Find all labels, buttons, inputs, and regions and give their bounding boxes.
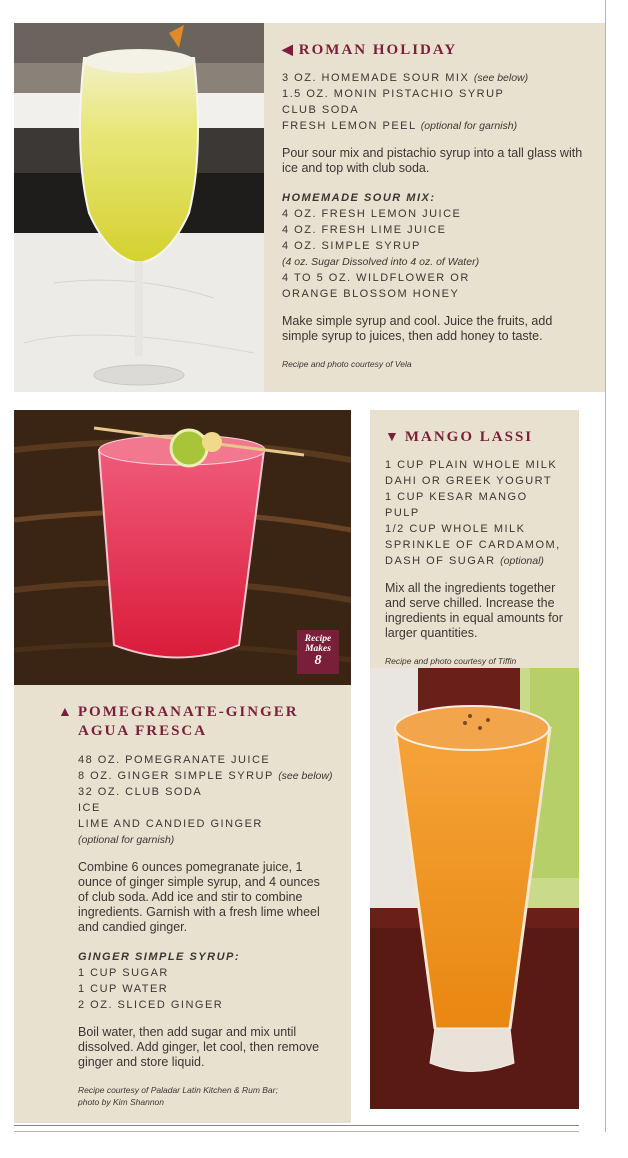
- mango-lassi-ingredients: [385, 457, 565, 569]
- ingredient-line: 1/2 CUP WHOLE MILK: [385, 523, 526, 535]
- ingredient-line: 1 CUP SUGAR: [78, 967, 169, 979]
- mango-lassi-credit: Recipe and photo courtesy of Tiffin: [385, 656, 517, 666]
- bottom-rule: [14, 1131, 579, 1132]
- arrow-down-icon: ▼: [385, 430, 401, 445]
- pomegranate-title-line2: AGUA FRESCA: [78, 723, 208, 739]
- ingredient-note: (4 oz. Sugar Dissolved into 4 oz. of Water): [282, 256, 480, 268]
- ingredient-line: 4 OZ. SIMPLE SYRUP: [282, 240, 421, 252]
- ingredient-line: 4 OZ. FRESH LIME JUICE: [282, 224, 447, 236]
- arrow-up-icon: ▲: [58, 705, 74, 720]
- ingredient-line: 1 CUP PLAIN WHOLE MILK: [385, 459, 558, 471]
- mango-lassi-photo: [370, 668, 579, 1109]
- ingredient-line: 1.5 OZ. MONIN PISTACHIO SYRUP: [282, 88, 505, 100]
- mango-lassi-title: ▼ MANGO LASSI: [385, 429, 534, 445]
- ingredient-line: ORANGE BLOSSOM HONEY: [282, 288, 460, 300]
- roman-holiday-credit: Recipe and photo courtesy of Vela: [282, 359, 412, 369]
- ingredient-note: (optional for garnish): [78, 834, 175, 846]
- ingredient-line: ICE: [78, 802, 101, 814]
- ingredient-line: 2 OZ. SLICED GINGER: [78, 999, 224, 1011]
- pomegranate-ingredients: [78, 752, 333, 848]
- sour-mix-ingredients: [282, 206, 587, 302]
- ingredient-line: 3 OZ. HOMEMADE SOUR MIX (see below): [282, 72, 529, 84]
- ingredient-line: DASH OF SUGAR (optional): [385, 555, 544, 567]
- credit-line: photo by Kim Shannon: [78, 1097, 165, 1107]
- ginger-syrup-heading: GINGER SIMPLE SYRUP:: [78, 951, 241, 963]
- badge-line: Makes: [305, 644, 331, 654]
- sour-mix-directions: Make simple syrup and cool. Juice the fruits, add simple syrup to juices, then add honey to taste.: [282, 314, 553, 343]
- badge-line: Recipe: [304, 634, 332, 644]
- roman-holiday-photo: [14, 23, 264, 392]
- pomegranate-title: ▲ POMEGRANATE-GINGER: [58, 704, 299, 720]
- credit-line: Recipe courtesy of Paladar Latin Kitchen & Rum Bar;: [78, 1085, 278, 1095]
- mango-lassi-panel: [370, 410, 579, 668]
- ingredient-line: 32 OZ. CLUB SODA: [78, 786, 203, 798]
- ingredient-line: 8 OZ. GINGER SIMPLE SYRUP (see below): [78, 770, 333, 782]
- sour-mix-heading: HOMEMADE SOUR MIX:: [282, 192, 436, 204]
- ingredient-line: LIME AND CANDIED GINGER: [78, 818, 263, 830]
- ingredient-line: DAHI OR GREEK YOGURT: [385, 475, 553, 487]
- recipe-makes-badge: [297, 630, 339, 674]
- roman-holiday-panel: [264, 23, 605, 392]
- ingredient-line: 4 OZ. FRESH LEMON JUICE: [282, 208, 462, 220]
- arrow-left-icon: ◀: [282, 43, 295, 58]
- ingredient-line: FRESH LEMON PEEL (optional for garnish): [282, 120, 518, 132]
- ginger-syrup-ingredients: [78, 965, 333, 1013]
- ingredient-line: 1 CUP WATER: [78, 983, 169, 995]
- page-edge-rule: [605, 0, 606, 1132]
- pomegranate-panel: [14, 685, 351, 1123]
- mango-lassi-directions: Mix all the ingredients together and serve chilled. Increase the ingredients in equal amounts for larger quantities.: [385, 581, 563, 640]
- ingredient-line: 4 TO 5 OZ. WILDFLOWER OR: [282, 272, 470, 284]
- roman-holiday-ingredients: [282, 70, 587, 134]
- roman-holiday-directions: Pour sour mix and pistachio syrup into a tall glass with ice and top with club soda.: [282, 146, 583, 175]
- pomegranate-directions: Combine 6 ounces pomegranate juice, 1 ounce of ginger simple syrup, and 4 ounces of club soda. Add ice and stir to combine ingredients. Garnish with a fresh lime wheel and candied ginger.: [78, 860, 320, 934]
- bottom-rule: [14, 1125, 579, 1126]
- ingredient-line: SPRINKLE OF CARDAMOM,: [385, 539, 561, 551]
- roman-holiday-title: ◀ ROMAN HOLIDAY: [282, 42, 458, 58]
- ingredient-line: 1 CUP KESAR MANGO PULP: [385, 491, 528, 519]
- pomegranate-credit: [78, 1084, 333, 1108]
- badge-number: 8: [314, 653, 322, 668]
- ingredient-line: 48 OZ. POMEGRANATE JUICE: [78, 754, 271, 766]
- ginger-syrup-directions: Boil water, then add sugar and mix until dissolved. Add ginger, let cool, then remove ginger and store liquid.: [78, 1025, 320, 1069]
- ingredient-line: CLUB SODA: [282, 104, 360, 116]
